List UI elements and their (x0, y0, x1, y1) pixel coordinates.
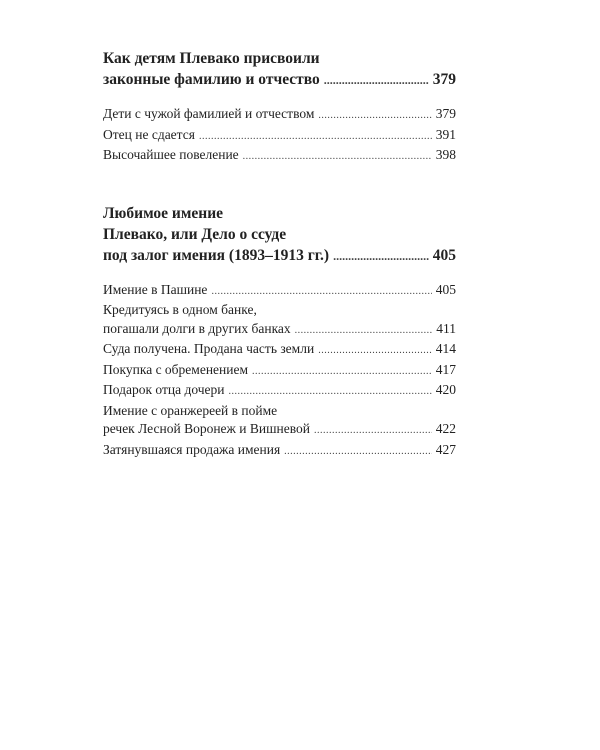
entry-title: Высочайшее повеление (103, 147, 239, 162)
toc-entry[interactable] (103, 126, 456, 147)
entry-title: Имение в Пашине (103, 281, 208, 297)
dot-leader (324, 70, 429, 91)
dot-leader (252, 363, 432, 382)
toc-entry[interactable] (103, 301, 456, 340)
dot-leader (243, 148, 432, 167)
entry-title: речек Лесной Воронеж и Вишневой (103, 421, 310, 436)
toc-entries (103, 281, 456, 462)
section-page-number: 405 (432, 246, 456, 264)
toc-entries (103, 105, 456, 167)
section-heading[interactable] (103, 203, 456, 267)
section-heading-line: Плевако, или Дело о ссуде (103, 225, 287, 243)
dot-leader (199, 128, 432, 147)
toc-entry[interactable] (103, 105, 456, 126)
dot-leader (318, 342, 432, 361)
entry-page-number: 422 (435, 421, 456, 436)
dot-leader (229, 383, 432, 402)
dot-leader (333, 246, 429, 267)
toc-entry[interactable] (103, 381, 456, 402)
section-heading-line: Любимое имение (103, 204, 224, 222)
entry-page-number: 420 (435, 382, 456, 397)
entry-page-number: 427 (435, 441, 456, 457)
toc-entry[interactable] (103, 281, 456, 302)
toc-entry[interactable] (103, 361, 456, 382)
dot-leader (284, 443, 432, 462)
toc-entry[interactable] (103, 441, 456, 462)
section-spacer (103, 167, 456, 203)
toc-entry[interactable] (103, 146, 456, 167)
entry-page-number: 414 (435, 341, 456, 356)
entry-page-number: 417 (435, 361, 456, 377)
dot-leader (211, 283, 431, 302)
entry-title: погашали долги в других банках (103, 320, 291, 336)
entry-title: Затянувшаяся продажа имения (103, 441, 281, 457)
section-page-number: 379 (432, 71, 456, 88)
dot-leader (314, 422, 432, 441)
section-heading[interactable] (103, 48, 456, 91)
toc-section (103, 203, 456, 462)
entry-page-number: 411 (436, 320, 456, 336)
section-heading-line: Как детям Плевако присвоили (103, 50, 320, 67)
toc-entry[interactable] (103, 340, 456, 361)
section-heading-line: законные фамилию и отчество (103, 71, 320, 88)
entry-title-line: Имение с оранжереей в пойме (103, 402, 278, 418)
entry-title: Суда получена. Продана часть земли (103, 341, 315, 356)
entry-title-line: Кредитуясь в одном банке, (103, 302, 257, 317)
entry-page-number: 405 (435, 281, 456, 297)
entry-title: Дети с чужой фамилией и отчеством (103, 106, 315, 121)
table-of-contents (103, 48, 456, 461)
section-heading-line: под залог имения (1893–1913 гг.) (103, 246, 330, 264)
entry-title: Покупка с обременением (103, 361, 249, 377)
entry-page-number: 398 (435, 147, 456, 162)
entry-page-number: 379 (435, 106, 456, 121)
toc-entry[interactable] (103, 402, 456, 441)
entry-page-number: 391 (435, 126, 456, 142)
entry-title: Подарок отца дочери (103, 382, 225, 397)
entry-title: Отец не сдается (103, 126, 195, 142)
dot-leader (295, 322, 433, 341)
dot-leader (318, 107, 431, 126)
toc-section (103, 48, 456, 167)
